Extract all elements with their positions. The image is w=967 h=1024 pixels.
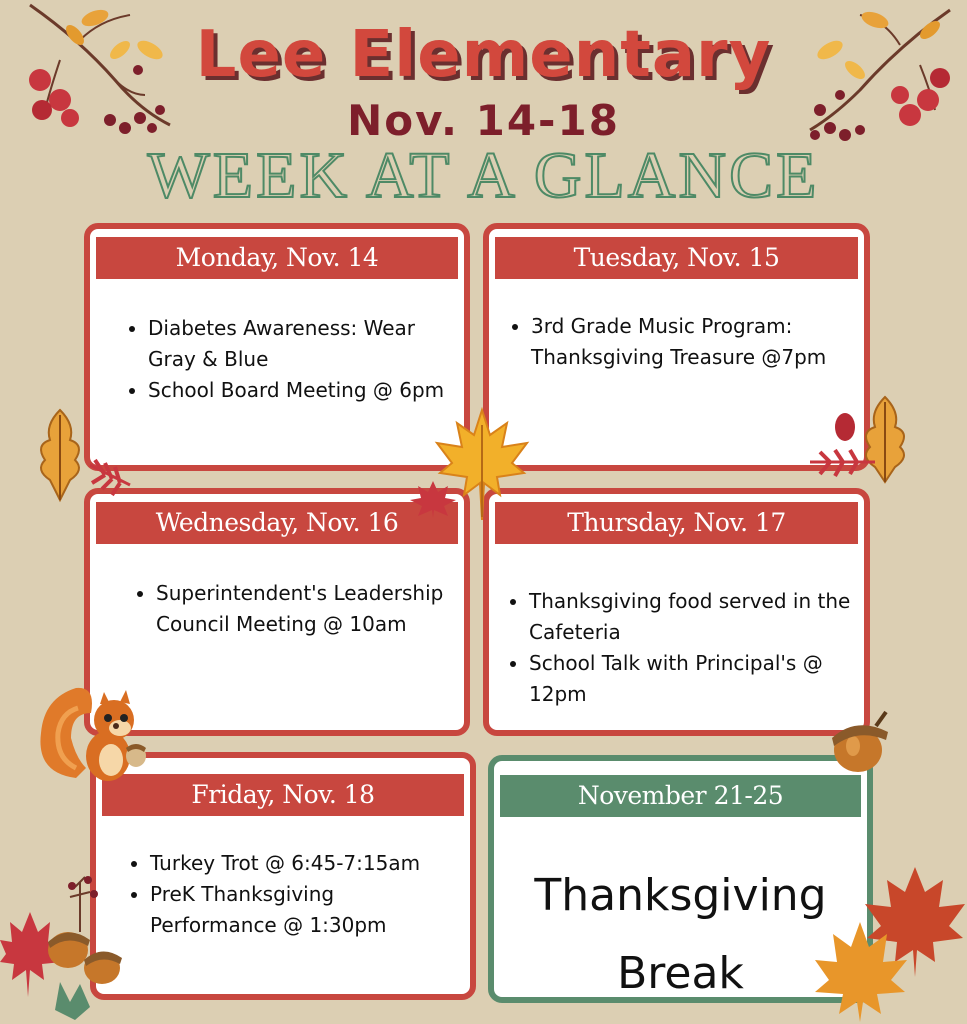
day-title: Tuesday, Nov. 15 (495, 237, 858, 279)
break-title: November 21-25 (500, 775, 861, 817)
break-line-1: Thanksgiving (534, 870, 827, 921)
event-item: • Turkey Trot @ 6:45-7:15am (150, 848, 460, 879)
event-item: • PreK Thanksgiving Performance @ 1:30pm (150, 879, 460, 941)
page-subtitle: WEEK AT A GLANCE (147, 139, 820, 212)
day-title: Thursday, Nov. 17 (495, 502, 858, 544)
maple-leaf-icon (0, 872, 135, 1022)
event-item: • Superintendent's Leadership Council Meeting @ 10am (156, 578, 454, 640)
day-card-monday (84, 223, 470, 471)
event-item: • Thanksgiving food served in the Cafeteria (529, 586, 854, 648)
event-list (507, 586, 854, 710)
event-list (509, 311, 854, 373)
day-title: Monday, Nov. 14 (96, 237, 458, 279)
day-card-friday (90, 752, 476, 1000)
event-item: • School Board Meeting @ 6pm (148, 375, 454, 406)
day-card-thursday (483, 488, 870, 736)
squirrel-icon (36, 678, 154, 786)
acorn-icon (826, 708, 894, 774)
event-item: • 3rd Grade Music Program: Thanksgiving Treasure @7pm (531, 311, 854, 373)
break-text (494, 857, 867, 1013)
oak-leaf-icon (805, 392, 915, 487)
oak-leaf-icon (30, 405, 135, 505)
week-date-range: Nov. 14-18 (347, 96, 620, 145)
event-item: • School Talk with Principal's @ 12pm (529, 648, 854, 710)
maple-leaf-icon (408, 478, 458, 520)
event-list (134, 578, 454, 640)
school-name: Lee Elementary (195, 18, 772, 92)
event-item: • Diabetes Awareness: Wear Gray & Blue (148, 313, 454, 375)
day-title: Wednesday, Nov. 16 (96, 502, 458, 544)
day-title: Friday, Nov. 18 (102, 774, 464, 816)
event-list (128, 848, 460, 941)
event-list (126, 313, 454, 406)
maple-leaf-icon (815, 862, 967, 1024)
break-line-2: Break (617, 948, 744, 999)
